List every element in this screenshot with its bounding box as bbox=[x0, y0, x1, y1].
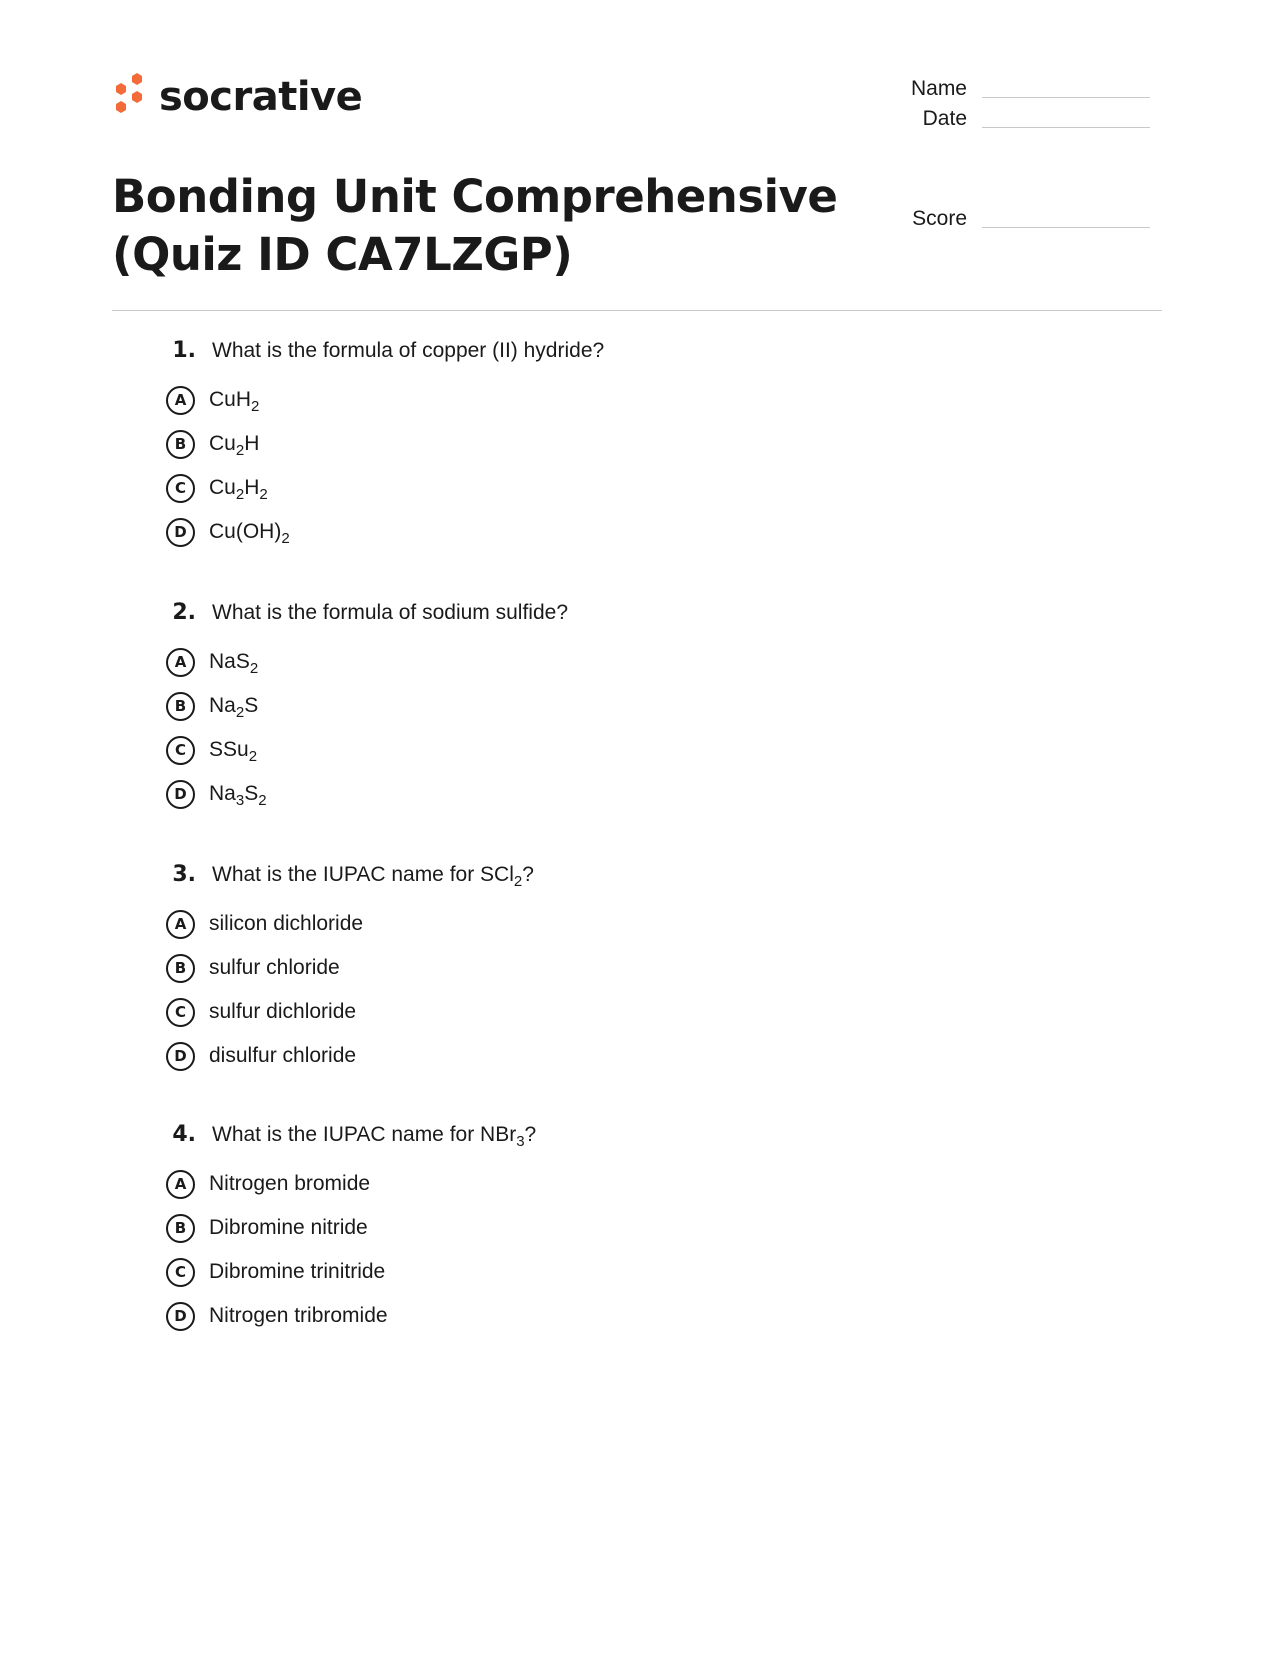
question-text bbox=[212, 601, 568, 625]
option-letter-bubble[interactable]: B bbox=[166, 430, 195, 459]
text-segment: ? bbox=[522, 863, 534, 886]
text-segment: Cu bbox=[209, 476, 236, 499]
question-1 bbox=[160, 338, 1060, 554]
answer-option-d[interactable] bbox=[160, 510, 1060, 554]
answer-option-c[interactable] bbox=[160, 1250, 1060, 1294]
option-text bbox=[209, 694, 259, 721]
option-text bbox=[209, 476, 268, 503]
question-4 bbox=[160, 1122, 1060, 1338]
subscript: 2 bbox=[259, 486, 268, 503]
question-number: 3. bbox=[172, 862, 196, 887]
subscript: 2 bbox=[248, 748, 258, 765]
text-segment: disulfur chloride bbox=[209, 1044, 357, 1067]
answer-option-a[interactable] bbox=[160, 378, 1060, 422]
text-segment: ? bbox=[524, 1123, 537, 1146]
question-2 bbox=[160, 600, 1060, 816]
option-text bbox=[209, 1172, 370, 1196]
option-text bbox=[209, 650, 259, 677]
score-label: Score bbox=[912, 207, 967, 230]
title-line-1: Bonding Unit Comprehensive bbox=[112, 170, 838, 223]
option-letter-bubble[interactable]: B bbox=[166, 1214, 195, 1243]
text-segment: silicon dichloride bbox=[209, 912, 364, 935]
score-blank-line[interactable] bbox=[982, 227, 1150, 228]
option-text bbox=[209, 1304, 388, 1328]
question-number: 4. bbox=[172, 1122, 196, 1147]
option-text bbox=[209, 782, 267, 809]
option-letter-bubble[interactable]: D bbox=[166, 518, 195, 547]
subscript: 2 bbox=[281, 530, 290, 547]
question-text bbox=[212, 339, 604, 363]
text-segment: Dibromine trinitride bbox=[209, 1260, 386, 1283]
text-segment: CuH bbox=[209, 388, 252, 411]
option-text bbox=[209, 520, 290, 547]
option-letter-bubble[interactable]: B bbox=[166, 954, 195, 983]
question-text bbox=[212, 863, 534, 890]
question-number: 1. bbox=[172, 338, 196, 363]
option-letter-bubble[interactable]: D bbox=[166, 1042, 195, 1071]
answer-option-c[interactable] bbox=[160, 466, 1060, 510]
answer-option-b[interactable] bbox=[160, 1206, 1060, 1250]
date-field bbox=[867, 108, 1150, 129]
option-text bbox=[209, 388, 260, 415]
text-segment: Cu bbox=[209, 432, 236, 455]
text-segment: What is the IUPAC name for SCl bbox=[212, 863, 514, 886]
option-text bbox=[209, 1260, 385, 1284]
answer-option-c[interactable] bbox=[160, 728, 1060, 772]
subscript: 3 bbox=[235, 792, 245, 809]
option-text bbox=[209, 956, 340, 980]
option-letter-bubble[interactable]: C bbox=[166, 1258, 195, 1287]
answer-option-b[interactable] bbox=[160, 946, 1060, 990]
option-letter-bubble[interactable]: A bbox=[166, 910, 195, 939]
option-text bbox=[209, 1216, 368, 1240]
name-field bbox=[867, 78, 1150, 99]
hexagon-cluster-icon bbox=[111, 72, 149, 122]
name-label: Name bbox=[910, 77, 967, 100]
answer-option-b[interactable] bbox=[160, 422, 1060, 466]
option-text bbox=[209, 432, 260, 459]
option-letter-bubble[interactable]: A bbox=[166, 386, 195, 415]
option-letter-bubble[interactable]: A bbox=[166, 648, 195, 677]
answer-option-a[interactable] bbox=[160, 1162, 1060, 1206]
socrative-logo bbox=[111, 72, 362, 122]
header-divider bbox=[112, 310, 1162, 311]
date-blank-line[interactable] bbox=[982, 127, 1150, 128]
subscript: 2 bbox=[258, 792, 267, 809]
text-segment: H bbox=[244, 476, 260, 499]
subscript: 3 bbox=[516, 1133, 525, 1150]
option-letter-bubble[interactable]: D bbox=[166, 780, 195, 809]
text-segment: What is the formula of sodium sulfide? bbox=[212, 601, 568, 624]
question-header bbox=[160, 600, 1060, 640]
text-segment: H bbox=[244, 432, 260, 455]
subscript: 2 bbox=[251, 398, 260, 415]
name-blank-line[interactable] bbox=[982, 97, 1150, 98]
option-text bbox=[209, 738, 258, 765]
text-segment: Na bbox=[209, 694, 236, 717]
answer-option-b[interactable] bbox=[160, 684, 1060, 728]
text-segment: S bbox=[244, 694, 259, 717]
text-segment: sulfur chloride bbox=[209, 956, 340, 979]
answer-option-a[interactable] bbox=[160, 902, 1060, 946]
answer-option-c[interactable] bbox=[160, 990, 1060, 1034]
text-segment: sulfur dichloride bbox=[209, 1000, 357, 1023]
answer-option-d[interactable] bbox=[160, 1294, 1060, 1338]
brand-name: socrative bbox=[159, 74, 363, 120]
option-letter-bubble[interactable]: C bbox=[166, 998, 195, 1027]
text-segment: S bbox=[244, 782, 259, 805]
question-header bbox=[160, 862, 1060, 902]
date-label: Date bbox=[922, 107, 967, 130]
option-text bbox=[209, 1000, 356, 1024]
option-text bbox=[209, 1044, 356, 1068]
option-letter-bubble[interactable]: A bbox=[166, 1170, 195, 1199]
option-letter-bubble[interactable]: B bbox=[166, 692, 195, 721]
text-segment: Nitrogen tribromide bbox=[209, 1304, 388, 1327]
question-header bbox=[160, 338, 1060, 378]
score-field bbox=[867, 208, 1150, 229]
question-text bbox=[212, 1123, 537, 1150]
text-segment: Na bbox=[209, 782, 236, 805]
page-title bbox=[112, 168, 872, 284]
subscript: 2 bbox=[249, 660, 259, 677]
text-segment: NaS bbox=[209, 650, 250, 673]
subscript: 2 bbox=[235, 704, 245, 721]
text-segment: Nitrogen bromide bbox=[209, 1172, 371, 1195]
option-letter-bubble[interactable]: D bbox=[166, 1302, 195, 1331]
text-segment: What is the IUPAC name for NBr bbox=[212, 1123, 517, 1146]
option-letter-bubble[interactable]: C bbox=[166, 736, 195, 765]
title-line-2: (Quiz ID CA7LZGP) bbox=[112, 228, 573, 281]
option-letter-bubble[interactable]: C bbox=[166, 474, 195, 503]
option-text bbox=[209, 912, 363, 936]
subscript: 2 bbox=[235, 486, 245, 503]
text-segment: Dibromine nitride bbox=[209, 1216, 368, 1239]
answer-option-d[interactable] bbox=[160, 772, 1060, 816]
subscript: 2 bbox=[513, 873, 523, 890]
question-3 bbox=[160, 862, 1060, 1078]
question-header bbox=[160, 1122, 1060, 1162]
text-segment: Cu(OH) bbox=[209, 520, 282, 543]
answer-option-a[interactable] bbox=[160, 640, 1060, 684]
question-number: 2. bbox=[172, 600, 196, 625]
subscript: 2 bbox=[235, 442, 245, 459]
text-segment: What is the formula of copper (II) hydride? bbox=[212, 339, 605, 362]
answer-option-d[interactable] bbox=[160, 1034, 1060, 1078]
text-segment: SSu bbox=[209, 738, 249, 761]
